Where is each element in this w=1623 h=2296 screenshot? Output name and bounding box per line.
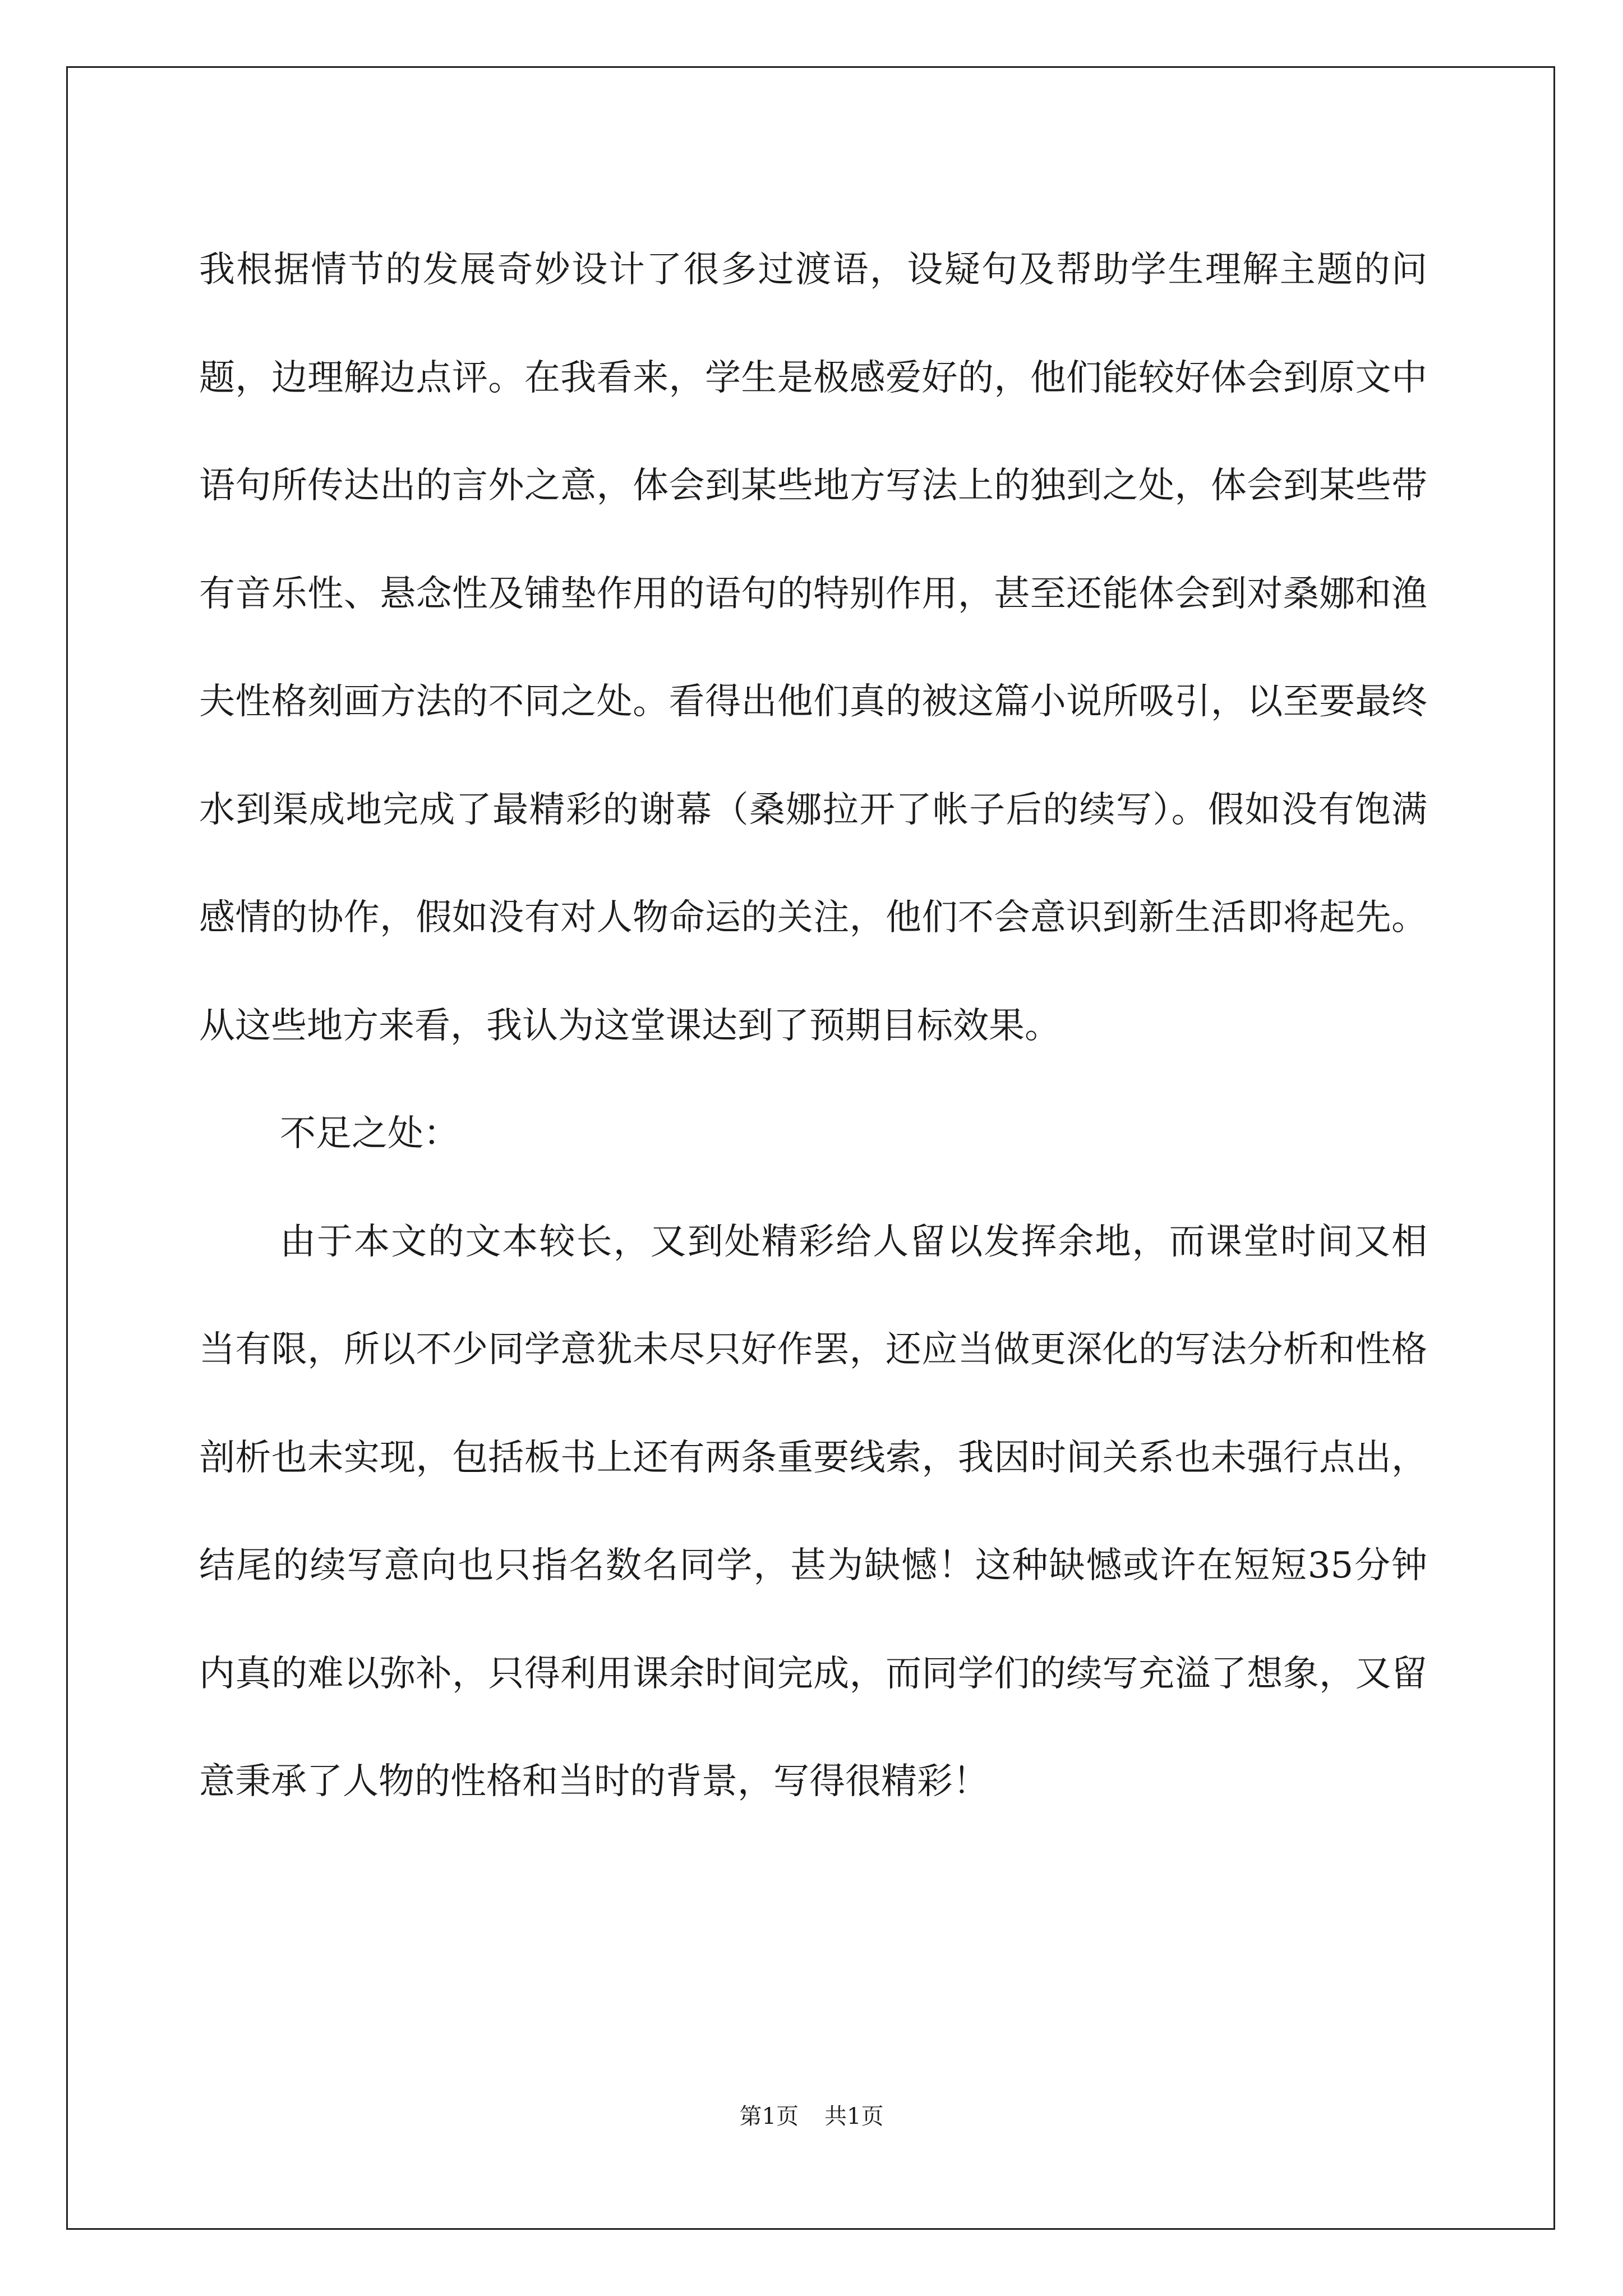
page-footer: [0, 2102, 1623, 2131]
document-body: [199, 216, 1427, 1836]
paragraph-shortcomings: 由于本文的文本较长，又到处精彩给人留以发挥余地，而课堂时间又相当有限，所以不少同学意犹未尽只好作罢，还应当做更深化的写法分析和性格剖析也未实现，包括板书上还有两条重要线索，我因时间关系也未强行点出，结尾的续写意向也只指名数名同学，甚为缺憾！这种缺憾或许在短短35分钟内真的难以弥补，只得利用课余时间完成，而同学们的续写充溢了想象，又留意秉承了人物的性格和当时的背景，写得很精彩！: [199, 1221, 1427, 1802]
paragraph-shortcomings-heading: 不足之处：: [280, 1113, 459, 1154]
page-total: 共1页: [824, 2104, 884, 2129]
page-number: 第1页: [739, 2104, 799, 2129]
paragraph-lesson-reflection: 我根据情节的发展奇妙设计了很多过渡语，设疑句及帮助学生理解主题的问题，边理解边点评。在我看来，学生是极感爱好的，他们能较好体会到原文中语句所传达出的言外之意，体会到某些地方写法上的独到之处，体会到某些带有音乐性、悬念性及铺垫作用的语句的特别作用，甚至还能体会到对桑娜和渔夫性格刻画方法的不同之处。看得出他们真的被这篇小说所吸引，以至要最终水到渠成地完成了最精彩的谢幕（桑娜拉开了帐子后的续写）。假如没有饱满感情的协作，假如没有对人物命运的关注，他们不会意识到新生活即将起先。从这些地方来看，我认为这堂课达到了预期目标效果。: [199, 249, 1427, 1047]
